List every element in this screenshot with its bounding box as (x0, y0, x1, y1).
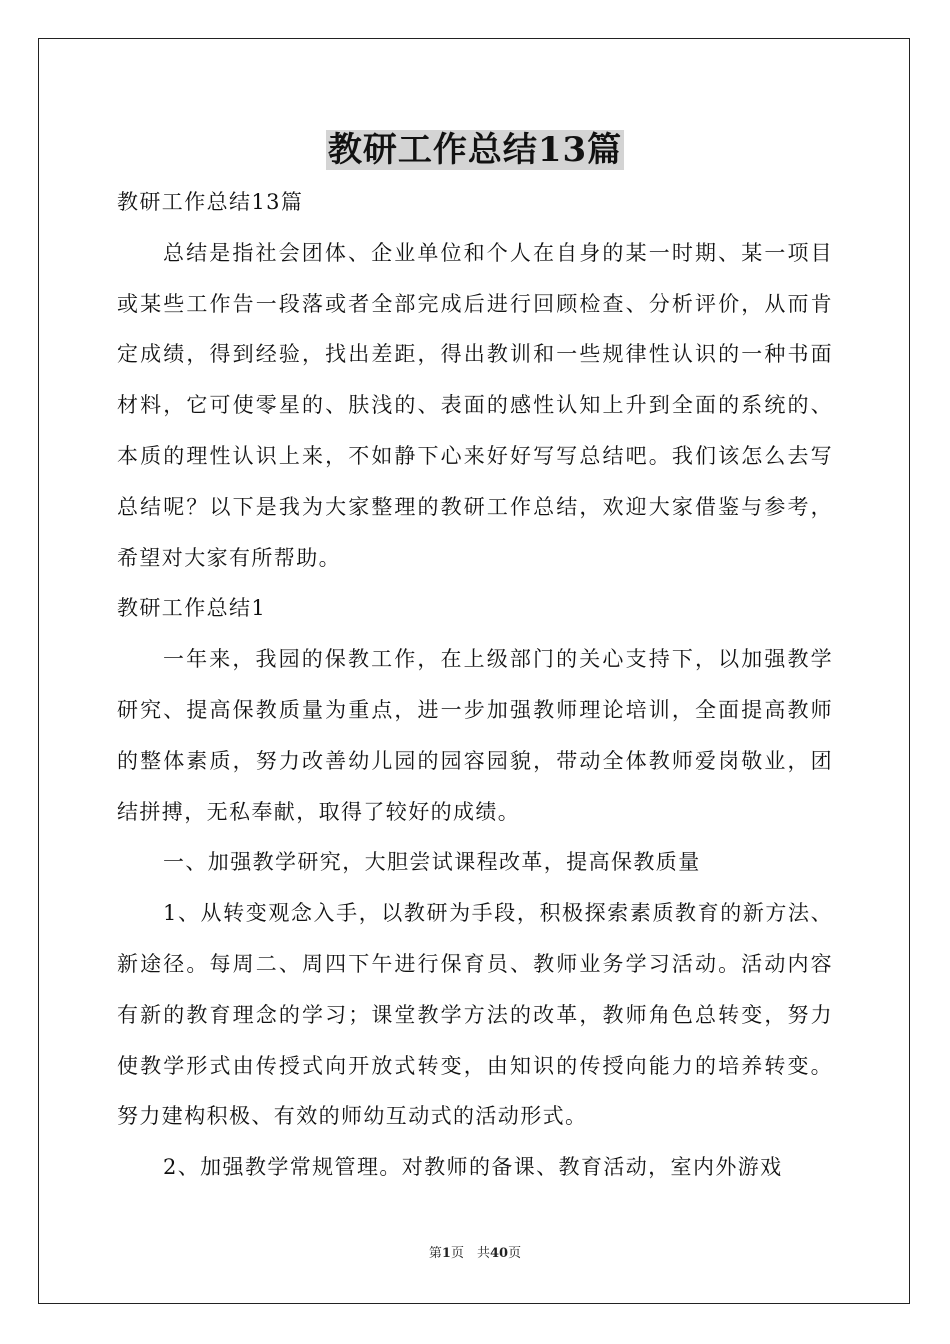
subsection-heading: 一、加强教学研究，大胆尝试课程改革，提高保教质量 (163, 850, 701, 875)
page-footer (0, 1245, 950, 1263)
body-paragraph: 1、从转变观念入手，以教研为手段，积极探索素质教育的新方法、新途径。每周二、周四下午进行保育员、教师业务学习活动。活动内容有新的教育理念的学习；课堂教学方法的改革，教师角色总转变，努力使教学形式由传授式向开放式转变，由知识的传授向能力的培养转变。努力建构积极、有效的师幼互动式的活动形式。 (117, 901, 833, 1129)
footer-suffix: 页 (508, 1246, 522, 1261)
total-page-count: 40 (489, 1246, 509, 1261)
document-title (0, 128, 950, 172)
document-body (117, 177, 833, 1193)
intro-paragraph: 总结是指社会团体、企业单位和个人在自身的某一时期、某一项目或某些工作告一段落或者全部完成后进行回顾检查、分析评价，从而肯定成绩，得到经验，找出差距，得出教训和一些规律性认识的一种书面材料，它可使零星的、肤浅的、表面的感性认知上升到全面的系统的、本质的理性认识上来，不如静下心来好好写写总结吧。我们该怎么去写总结呢？以下是我为大家整理的教研工作总结，欢迎大家借鉴与参考，希望对大家有所帮助。 (117, 240, 833, 570)
body-paragraph: 一年来，我园的保教工作，在上级部门的关心支持下，以加强教学研究、提高保教质量为重点，进一步加强教师理论培训，全面提高教师的整体素质，努力改善幼儿园的园容园貌，带动全体教师爱岗敬业，团结拼搏，无私奉献，取得了较好的成绩。 (117, 647, 833, 824)
section-heading: 教研工作总结1 (117, 596, 267, 621)
footer-prefix: 第 (428, 1246, 442, 1261)
footer-middle: 页 共 (450, 1246, 490, 1261)
current-page-number: 1 (441, 1246, 451, 1261)
subtitle-paragraph: 教研工作总结13篇 (117, 190, 304, 214)
document-title-text: 教研工作总结13篇 (327, 130, 623, 170)
body-paragraph: 2、加强教学常规管理。对教师的备课、教育活动，室内外游戏 (163, 1155, 783, 1180)
